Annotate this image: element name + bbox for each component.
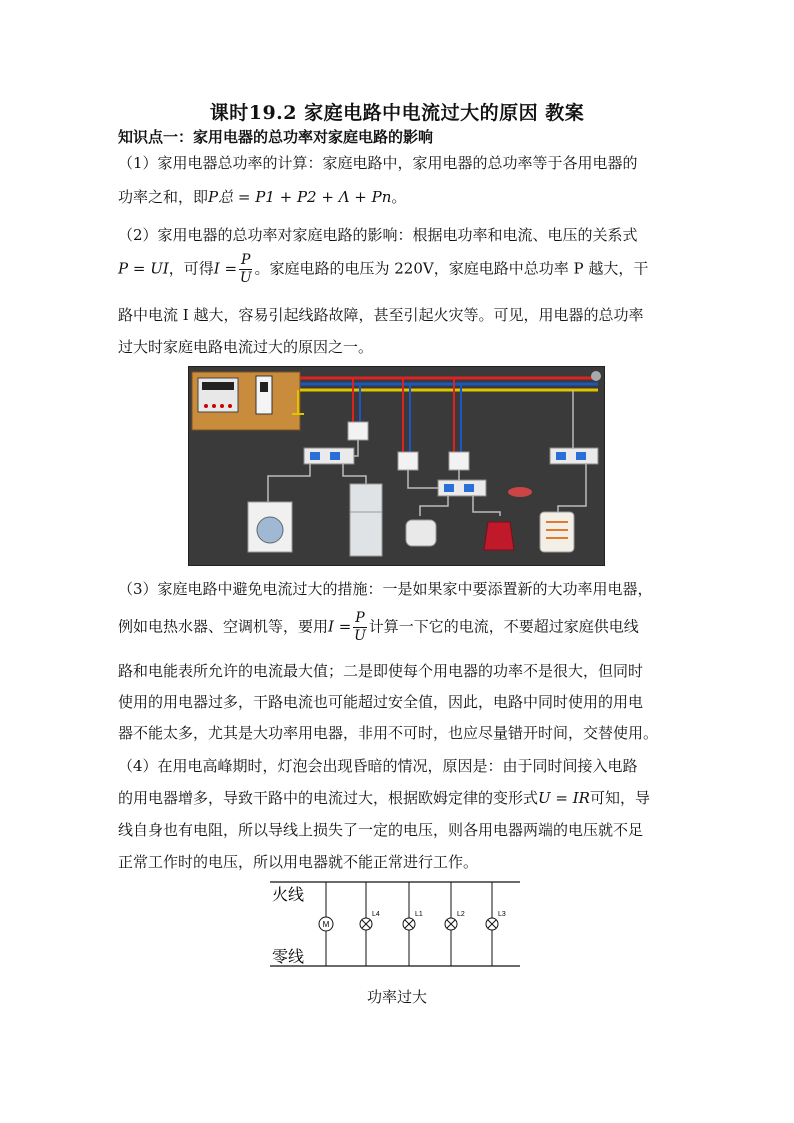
paragraph-4-line-4: 正常工作时的电压，所以用电器就不能正常进行工作。 xyxy=(118,853,479,871)
formula-i: I = xyxy=(328,617,352,636)
paragraph-3-line-4: 使用的用电器过多，干路电流也可能超过安全值，因此，电路中同时使用的用电 xyxy=(118,693,644,711)
text-fragment: 。 xyxy=(391,188,407,206)
paragraph-3-line-3: 路和电能表所允许的电流最大值；二是即使每个用电器的功率不是很大，但同时 xyxy=(118,662,644,680)
text-fragment: 的用电器增多，导致干路中的电流过大，根据欧姆定律的变形式 xyxy=(118,789,539,807)
bowl-icon xyxy=(508,487,532,497)
svg-text:L1: L1 xyxy=(415,911,423,918)
formula-i: I = xyxy=(213,259,238,278)
fraction-numerator: P xyxy=(241,252,251,268)
help-icon xyxy=(591,371,601,381)
fraction-denominator: U xyxy=(239,270,252,286)
refrigerator-icon xyxy=(350,484,382,556)
paragraph-1-line-2 xyxy=(118,186,678,207)
household-circuit-illustration xyxy=(188,366,605,566)
fraction-p-over-u xyxy=(239,252,252,287)
heater-icon xyxy=(540,512,574,552)
text-fragment: 可知，导 xyxy=(589,789,650,807)
paragraph-2-line-4: 过大时家庭电路电流过大的原因之一。 xyxy=(118,338,374,356)
paragraph-1-line-1: （1）家用电器总功率的计算：家庭电路中，家用电器的总功率等于各用电器的 xyxy=(118,154,638,172)
text-fragment: 计算一下它的电流，不要超过家庭供电线 xyxy=(368,617,639,636)
wall-socket xyxy=(348,422,368,440)
paragraph-3-line-2 xyxy=(118,610,678,645)
formula-ohms-law: U = IR xyxy=(538,789,590,807)
svg-text:L4: L4 xyxy=(372,911,380,918)
paragraph-4-line-2 xyxy=(118,787,678,808)
section-heading: 知识点一：家用电器的总功率对家庭电路的影响 xyxy=(118,128,434,146)
formula-pui: P = UI xyxy=(118,259,169,278)
lamp-branch xyxy=(360,882,380,966)
svg-text:M: M xyxy=(322,920,330,929)
lamp-branch xyxy=(445,882,465,966)
wall-socket xyxy=(449,452,469,470)
figure-caption: 功率过大 xyxy=(366,988,427,1006)
paragraph-3-line-1: （3）家庭电路中避免电流过大的措施：一是如果家中要添置新的大功率用电器， xyxy=(118,580,653,598)
svg-text:L2: L2 xyxy=(457,911,465,918)
neutral-wire-label: 零线 xyxy=(272,949,305,966)
electric-kettle-icon xyxy=(484,522,514,550)
paragraph-2-line-3: 路中电流 I 越大，容易引起线路故障，甚至引起火灾等。可见，用电器的总功率 xyxy=(118,306,644,324)
parallel-circuit-schematic xyxy=(266,876,522,972)
text-fragment: ，可得 xyxy=(168,259,214,278)
paragraph-2-line-2 xyxy=(118,252,678,287)
lamp-branch xyxy=(486,882,506,966)
fraction-numerator: P xyxy=(355,610,365,626)
paragraph-3-line-5: 器不能太多，尤其是大功率用电器，非用不可时，也应尽量错开时间，交替使用。 xyxy=(118,724,659,742)
text-fragment: 。家庭电路的电压为 220V，家庭电路中总功率 P 越大，干 xyxy=(254,259,649,278)
page-title: 课时19.2 家庭电路中电流过大的原因 教案 xyxy=(209,102,585,124)
text-fragment: 例如电热水器、空调机等，要用 xyxy=(118,617,329,636)
wall-socket xyxy=(398,452,418,470)
rice-cooker-icon xyxy=(406,520,436,546)
lamp-branch xyxy=(403,882,423,966)
text-fragment: 功率之和，即 xyxy=(118,188,209,206)
fraction-p-over-u xyxy=(353,610,366,645)
paragraph-4-line-3: 线自身也有电阻，所以导线上损失了一定的电压，则各用电器两端的电压就不足 xyxy=(118,821,644,839)
svg-text:L3: L3 xyxy=(498,911,506,918)
breaker-icon xyxy=(256,376,272,414)
paragraph-4-line-1: （4）在用电高峰期时，灯泡会出现昏暗的情况，原因是：由于同时间接入电路 xyxy=(118,757,638,775)
paragraph-2-line-1: （2）家用电器的总功率对家庭电路的影响：根据电功率和电流、电压的关系式 xyxy=(118,226,638,244)
live-wire-label: 火线 xyxy=(272,887,305,904)
formula-total-power: P总 = P1 + P2 + Λ + Pn xyxy=(208,188,392,206)
fraction-denominator: U xyxy=(354,628,366,644)
